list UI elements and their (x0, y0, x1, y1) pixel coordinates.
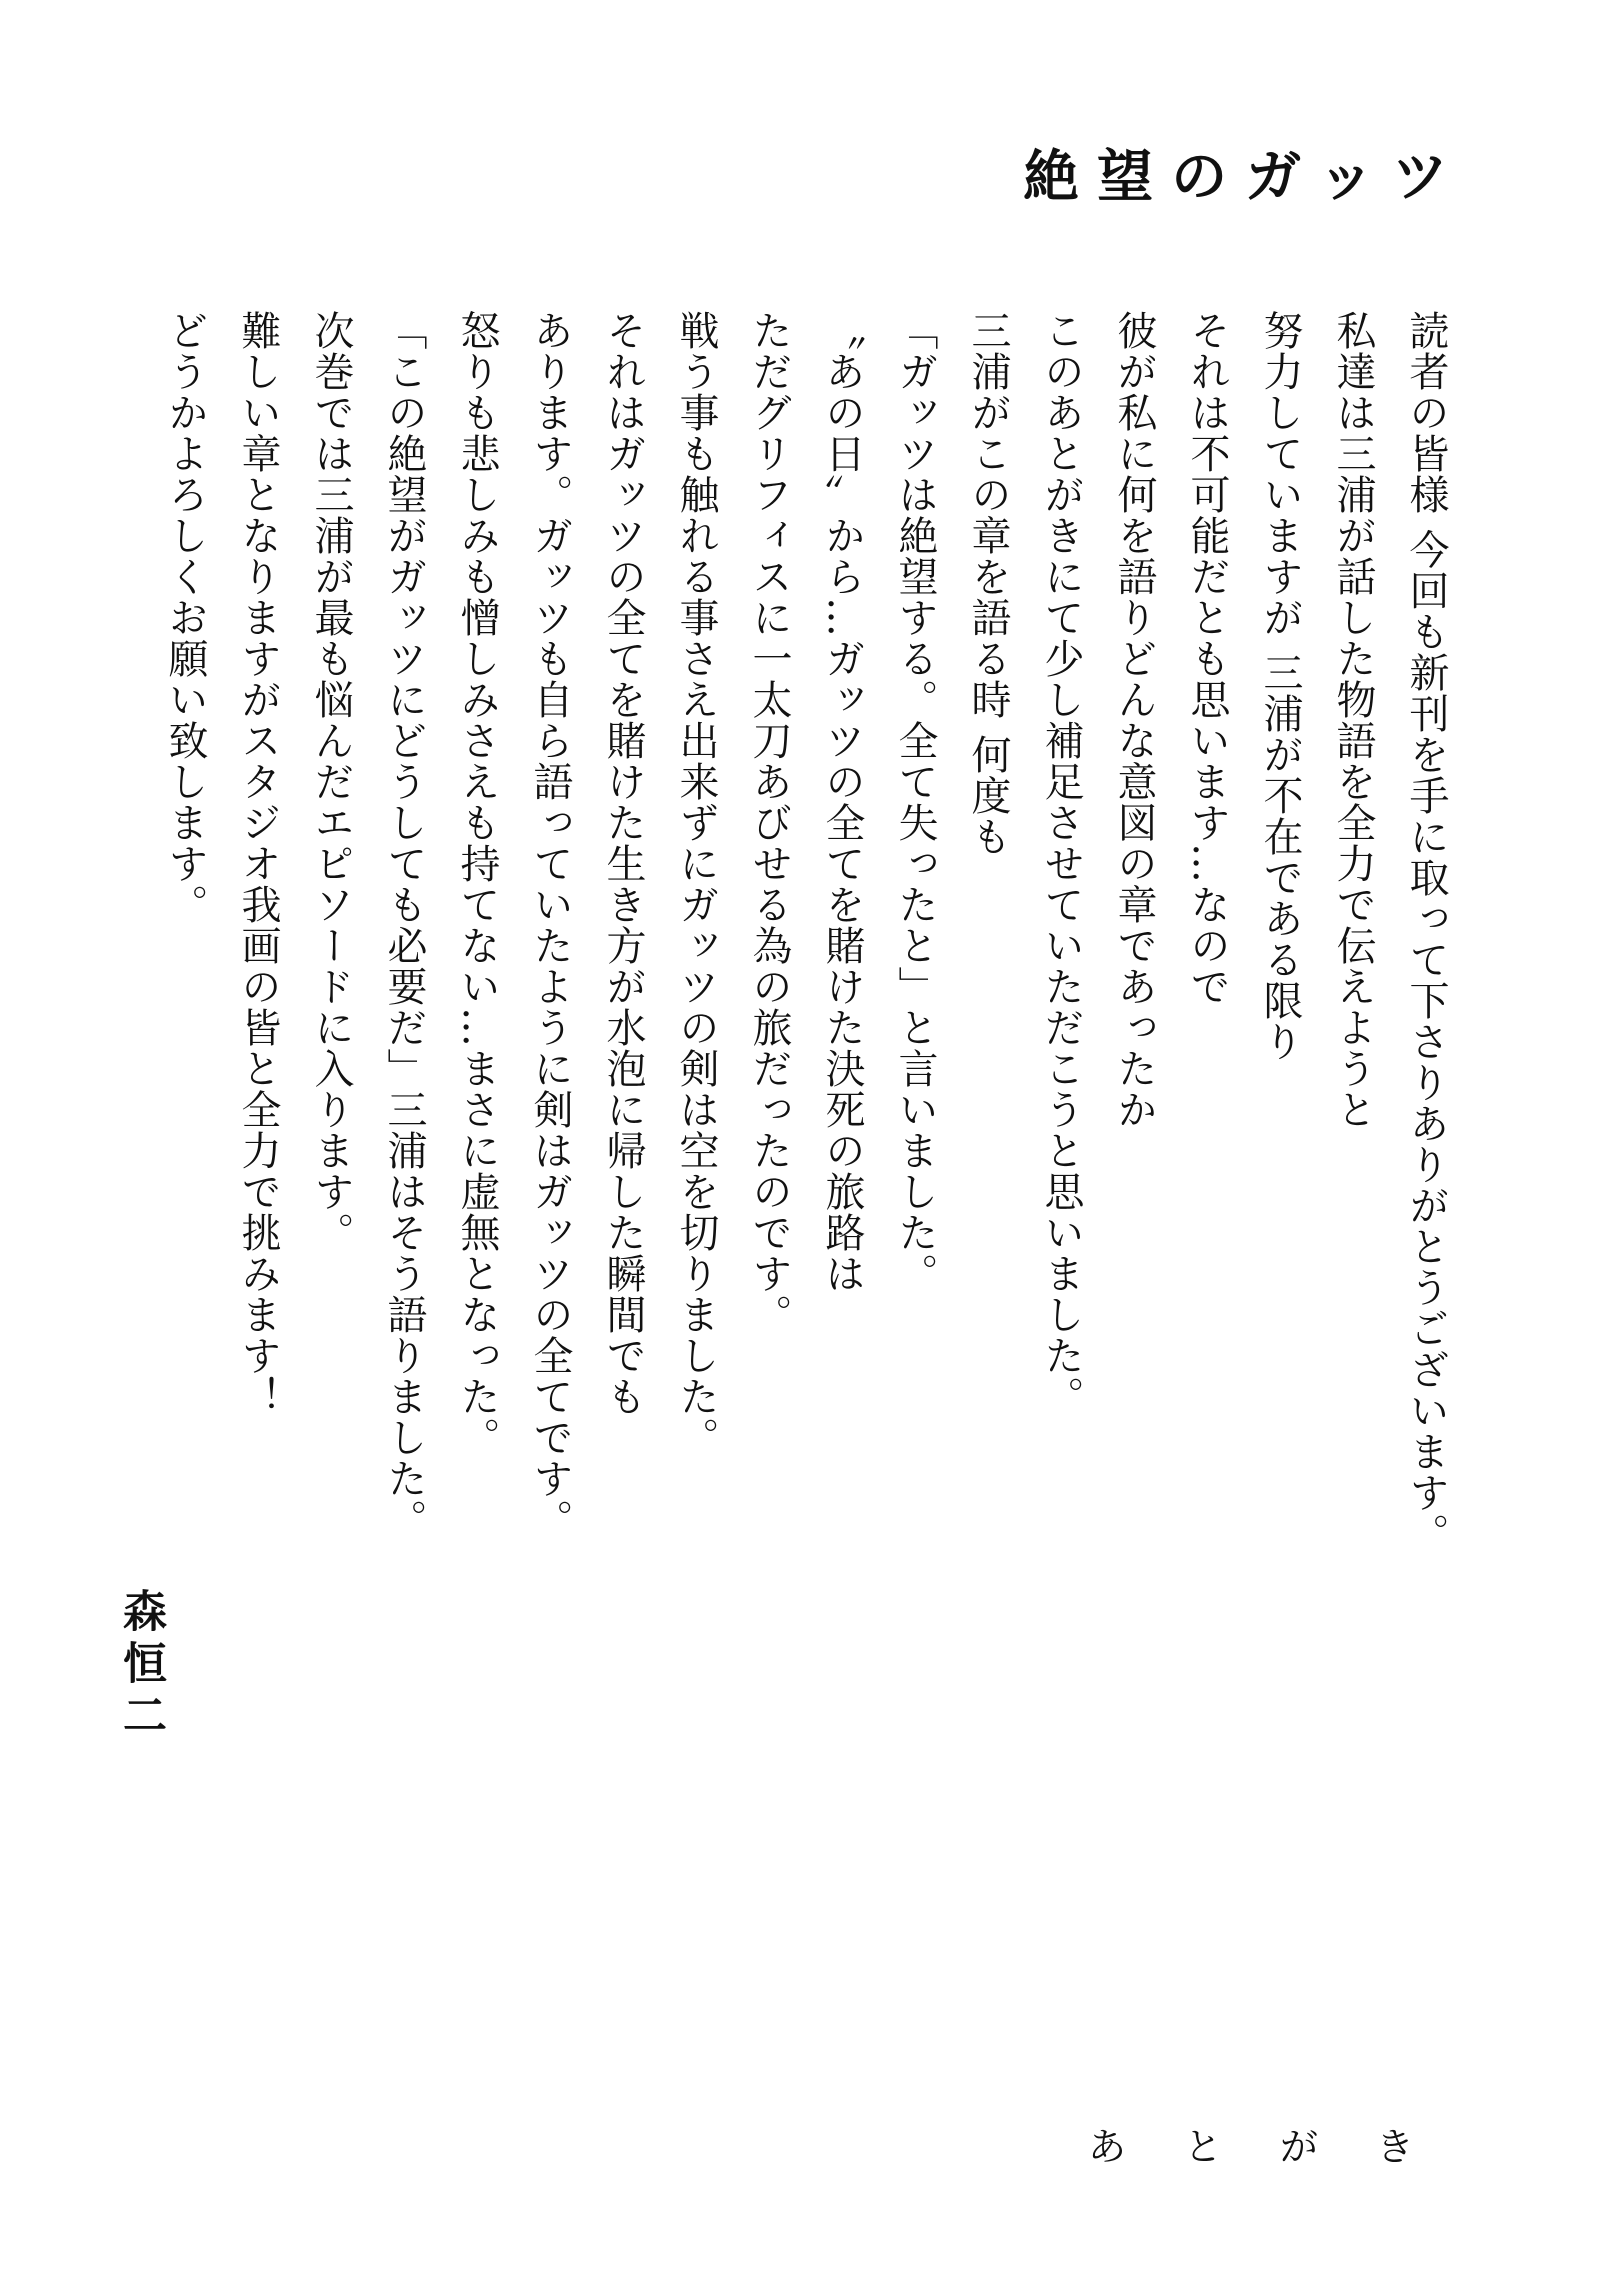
body-line: それはガッツの全てを賭けた生き方が水泡に帰した瞬間でも (600, 310, 646, 1417)
body-line: 戦う事も触れる事さえ出来ずにガッツの剣は空を切りました。 (673, 310, 719, 1458)
body-line: ただグリフィスに一太刀あびせる為の旅だったのです。 (746, 310, 792, 1335)
body-line: 次巻では三浦が最も悩んだエピソードに入ります。 (308, 310, 354, 1253)
body-line: 〝あの日〟から…ガッツの全てを賭けた決死の旅路は (819, 310, 865, 1294)
body-line: 努力していますが 三浦が不在である限り (1257, 310, 1303, 1062)
body-line: あります。ガッツも自ら語っていたように剣はガッツの全てです。 (527, 310, 573, 1540)
body-line: 三浦がこの章を語る時 何度も (965, 310, 1011, 857)
body-line: 彼が私に何を語りどんな意図の章であったか (1111, 310, 1157, 1130)
body-line: 読者の皆様 今回も新刊を手に取って下さりありがとうございます。 (1403, 310, 1449, 1554)
body-line: 「ガッツは絶望する。全て失ったと」と言いました。 (892, 310, 938, 1294)
afterword-body (148, 310, 1462, 1680)
body-line: 難しい章となりますがスタジオ我画の皆と全力で挑みます！ (235, 310, 281, 1417)
document-title: 絶望のガッツ (1023, 144, 1466, 210)
page-footer-label: あとがき (1087, 2125, 1472, 2169)
body-line: 私達は三浦が話した物語を全力で伝えようと (1330, 310, 1376, 1130)
author-signature: 森恒二 (115, 1588, 166, 1744)
body-line: 「この絶望がガッツにどうしても必要だ」三浦はそう語りました。 (381, 310, 427, 1540)
body-line: 怒りも悲しみも憎しみさえも持てない…まさに虚無となった。 (454, 310, 500, 1458)
body-line: どうかよろしくお願い致します。 (162, 310, 208, 925)
body-line: それは不可能だとも思います…なので (1184, 310, 1230, 1007)
body-line: このあとがきにて少し補足させていただこうと思いました。 (1038, 310, 1084, 1417)
